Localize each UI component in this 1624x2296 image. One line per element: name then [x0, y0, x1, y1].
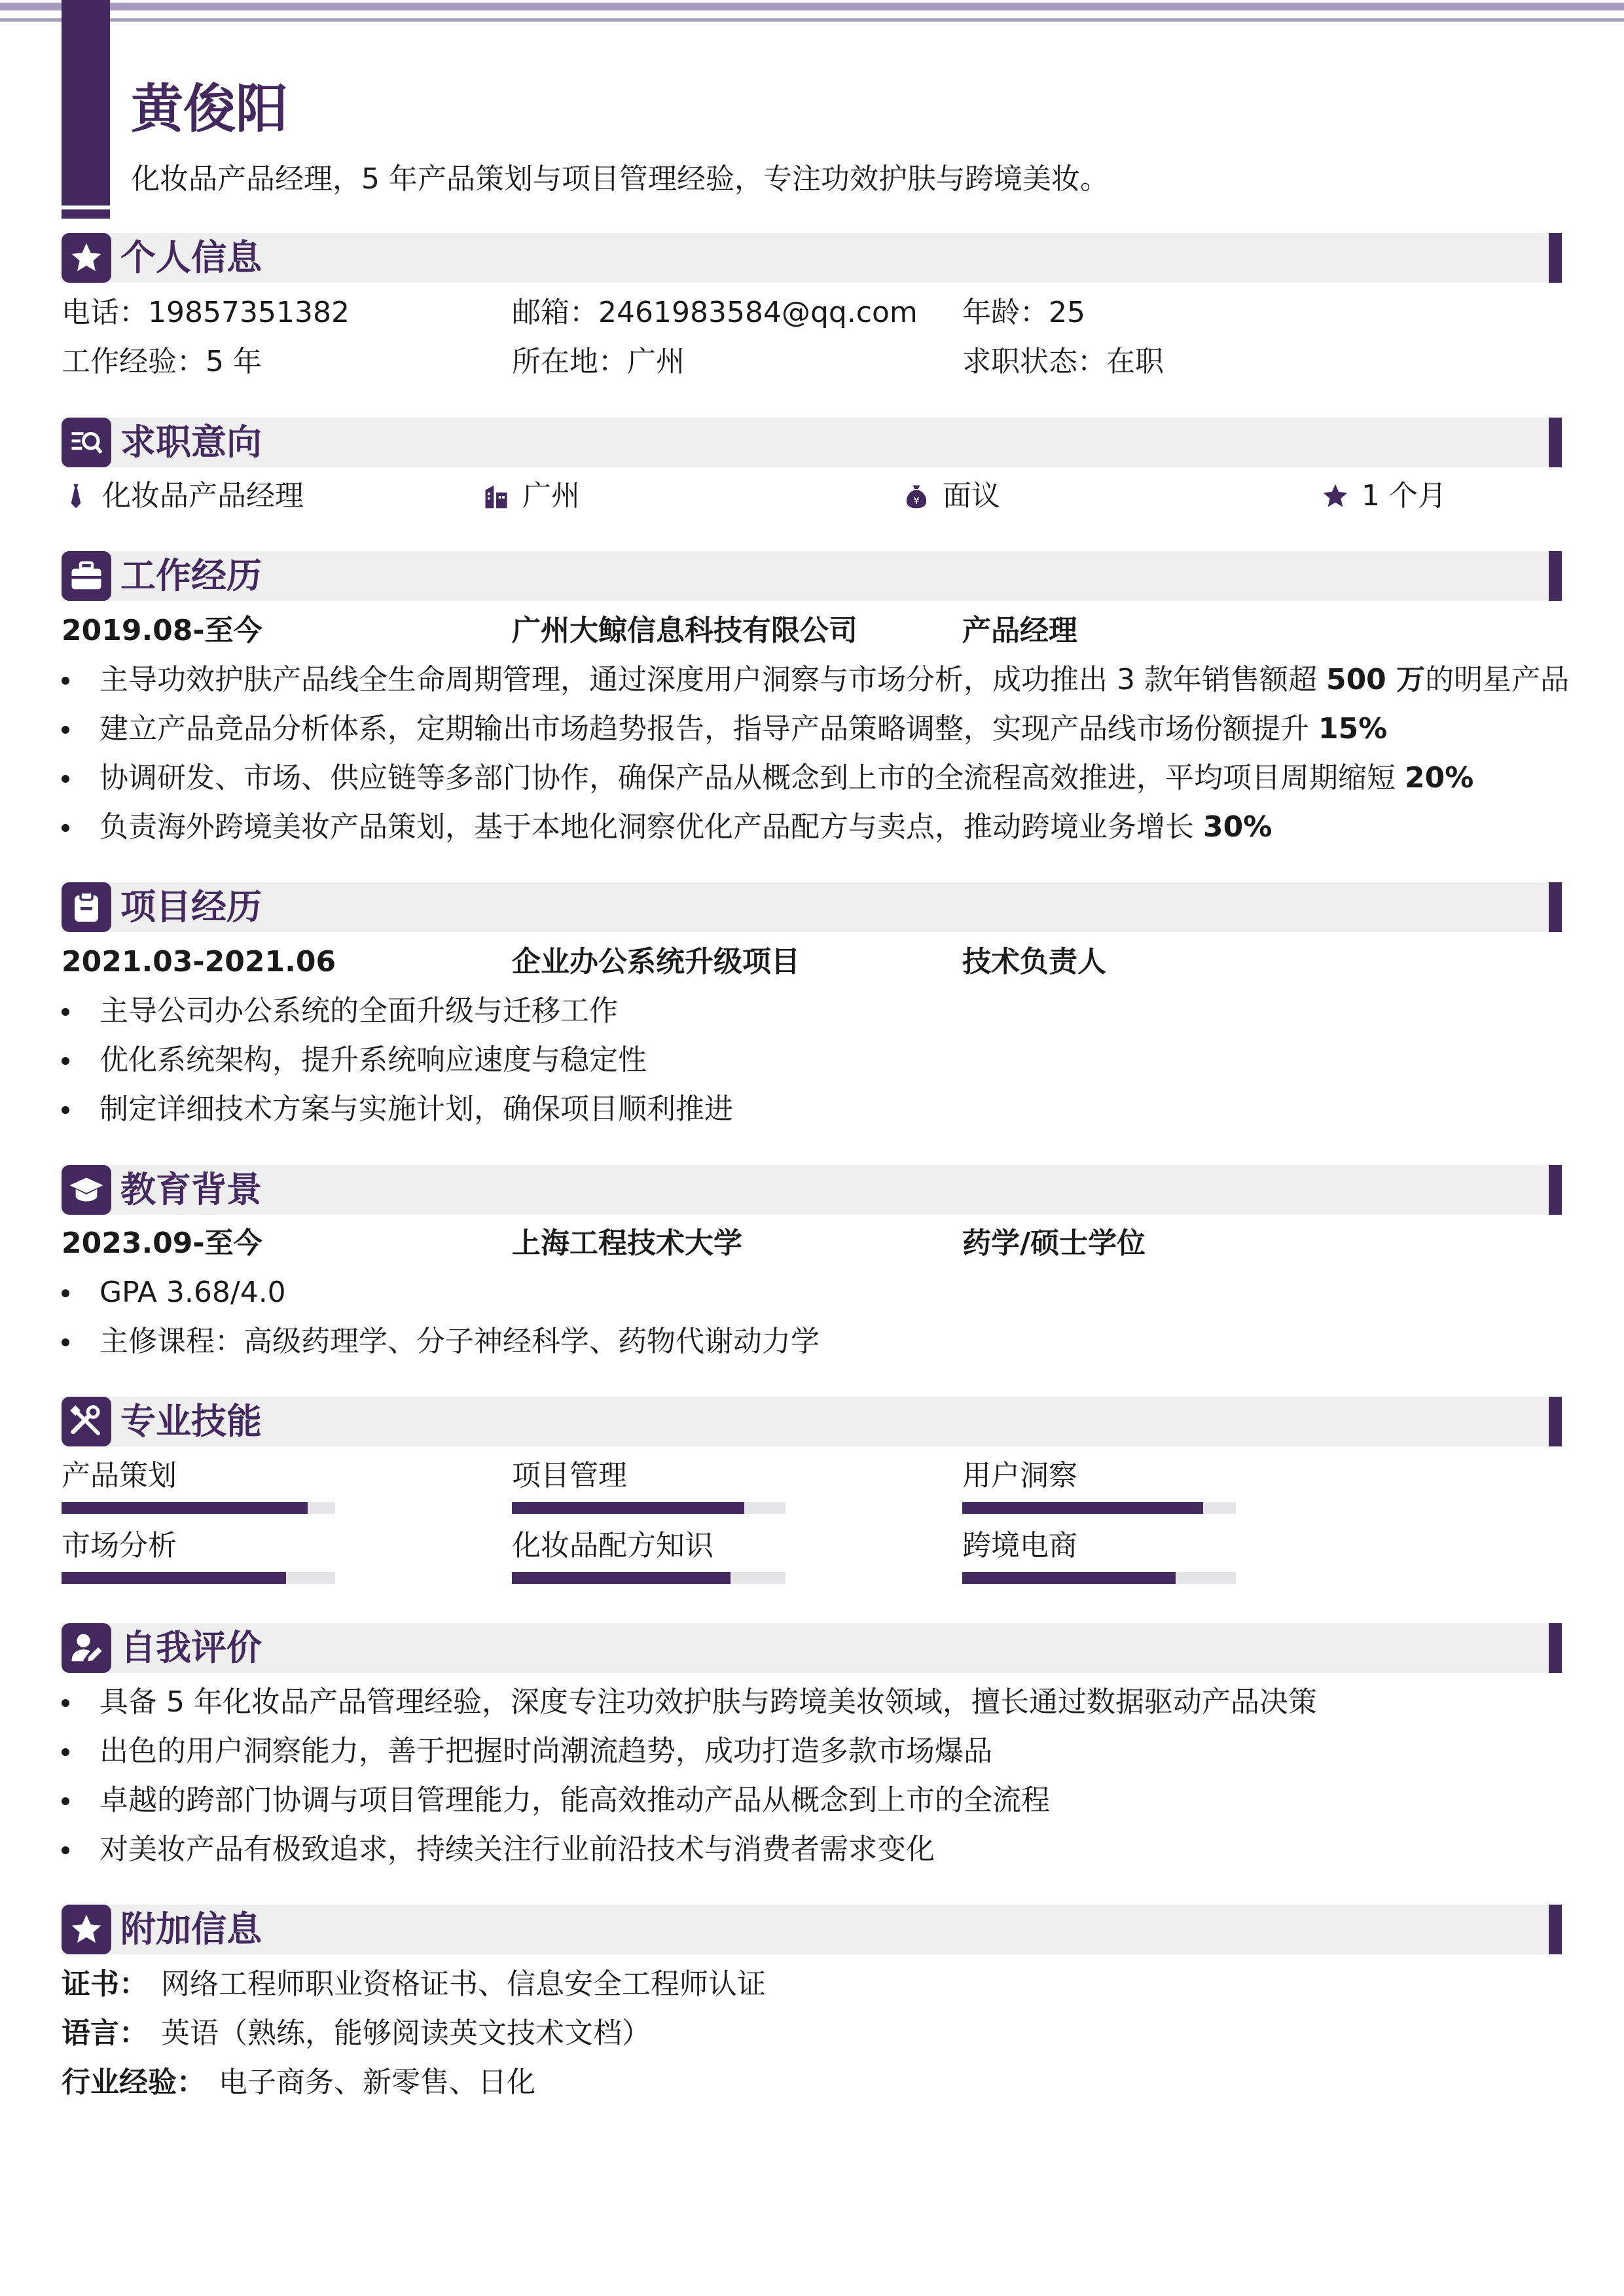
star-icon — [62, 1905, 111, 1954]
section-work-header — [62, 551, 1562, 601]
top-decor-line-thin — [0, 18, 1624, 22]
intent-city: 广州 — [522, 479, 580, 512]
skill-bar — [62, 1572, 335, 1584]
education-date: 2023.09-至今 — [62, 1227, 262, 1260]
intent-availability: 1 个月 — [1362, 479, 1447, 512]
section-intent-header — [62, 418, 1562, 467]
skill-name: 市场分析 — [62, 1529, 177, 1562]
candidate-tagline: 化妆品产品经理，5 年产品策划与项目管理经验，专注功效护肤与跨境美妆。 — [131, 162, 1109, 196]
skill-bar — [512, 1572, 785, 1584]
age-field: 年龄：25 — [962, 296, 1085, 329]
section-end-bar — [1549, 1397, 1562, 1446]
skill-bar — [962, 1572, 1236, 1584]
industry-value: 电子商务、新零售、日化 — [219, 2066, 535, 2099]
skill-name: 跨境电商 — [962, 1529, 1077, 1562]
skill-bar — [62, 1502, 335, 1514]
skill-bar — [962, 1502, 1236, 1514]
education-school: 上海工程技术大学 — [512, 1227, 742, 1260]
project-date: 2021.03-2021.06 — [62, 945, 336, 978]
clipboard-icon — [62, 882, 111, 932]
work-role: 产品经理 — [962, 614, 1077, 647]
graduation-cap-icon — [62, 1165, 111, 1215]
intent-position: 化妆品产品经理 — [102, 479, 304, 512]
section-skills-header — [62, 1397, 1562, 1446]
skill-name: 化妆品配方知识 — [512, 1529, 713, 1562]
phone-field: 电话：19857351382 — [62, 296, 350, 329]
status-field: 求职状态：在职 — [962, 345, 1164, 378]
star-icon — [62, 233, 111, 283]
search-icon — [62, 418, 111, 467]
section-additional-header — [62, 1905, 1562, 1954]
section-education-header — [62, 1165, 1562, 1215]
section-title: 附加信息 — [120, 1909, 262, 1950]
education-degree: 药学/硕士学位 — [962, 1227, 1146, 1260]
skill-bar-fill — [512, 1572, 731, 1584]
tools-icon — [62, 1397, 111, 1446]
experience-field: 工作经验：5 年 — [62, 345, 262, 378]
section-end-bar — [1549, 1905, 1562, 1954]
skill-bar — [512, 1502, 785, 1514]
header-accent-bar — [62, 0, 110, 219]
certificate-label: 证书： — [62, 1967, 148, 2001]
top-decor-line — [0, 3, 1624, 10]
section-title: 求职意向 — [120, 422, 262, 463]
project-role: 技术负责人 — [962, 945, 1106, 978]
intent-salary: 面议 — [943, 479, 1000, 512]
email-field: 邮箱：2461983584@qq.com — [512, 296, 918, 329]
section-title: 自我评价 — [120, 1627, 262, 1668]
language-value: 英语（熟练，能够阅读英文技术文档） — [161, 2017, 651, 2050]
section-title: 个人信息 — [120, 237, 262, 278]
skill-bar-fill — [962, 1572, 1176, 1584]
section-title: 教育背景 — [120, 1169, 262, 1210]
section-end-bar — [1549, 882, 1562, 932]
industry-label: 行业经验： — [62, 2066, 206, 2099]
section-title: 工作经历 — [120, 555, 262, 596]
skill-bar-fill — [62, 1572, 286, 1584]
section-project-header — [62, 882, 1562, 932]
section-self-eval-header — [62, 1623, 1562, 1673]
skill-name: 项目管理 — [512, 1459, 627, 1492]
project-name: 企业办公系统升级项目 — [512, 945, 800, 978]
work-company: 广州大鲸信息科技有限公司 — [512, 614, 857, 647]
language-label: 语言： — [62, 2017, 148, 2050]
skill-name: 产品策划 — [62, 1459, 177, 1492]
user-edit-icon — [62, 1623, 111, 1673]
skill-bar-fill — [62, 1502, 308, 1514]
section-personal-header — [62, 233, 1562, 283]
section-title: 专业技能 — [120, 1401, 262, 1442]
header-accent-bar-gap — [62, 206, 110, 209]
tie-icon — [62, 482, 90, 511]
star-icon — [1321, 482, 1350, 511]
section-end-bar — [1549, 551, 1562, 601]
work-date: 2019.08-至今 — [62, 614, 262, 647]
candidate-name: 黄俊阳 — [131, 79, 288, 139]
money-bag-icon — [902, 482, 931, 511]
building-icon — [482, 482, 511, 511]
skill-bar-fill — [962, 1502, 1203, 1514]
location-field: 所在地：广州 — [512, 345, 685, 378]
section-end-bar — [1549, 418, 1562, 467]
section-title: 项目经历 — [120, 886, 262, 927]
section-end-bar — [1549, 1165, 1562, 1215]
certificate-value: 网络工程师职业资格证书、信息安全工程师认证 — [161, 1967, 766, 2001]
section-end-bar — [1549, 1623, 1562, 1673]
svg-text:¥: ¥ — [913, 495, 920, 507]
section-end-bar — [1549, 233, 1562, 283]
skill-bar-fill — [512, 1502, 744, 1514]
skill-name: 用户洞察 — [962, 1459, 1077, 1492]
briefcase-icon — [62, 551, 111, 601]
